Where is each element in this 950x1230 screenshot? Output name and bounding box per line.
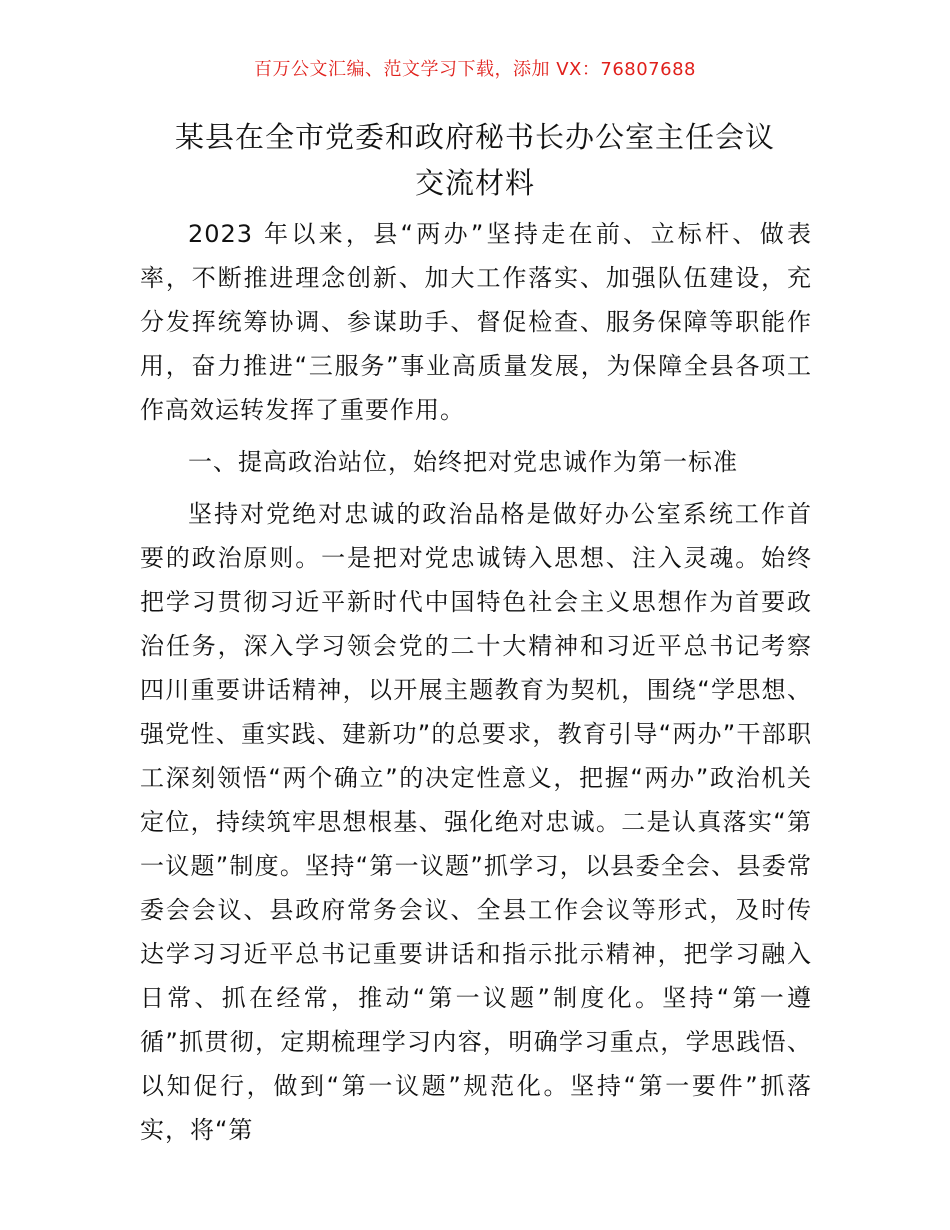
section-1-paragraph: 坚持对党绝对忠诚的政治品格是做好办公室系统工作首要的政治原则。一是把对党忠诚铸入思想、注入灵魂。始终把学习贯彻习近平新时代中国特色社会主义思想作为首要政治任务，深入学习领会党的二十大精神和习近平总书记考察四川重要讲话精神，以开展主题教育为契机，围绕“学思想、强党性、重实践、建新功”的总要求，教育引导“两办”干部职工深刻领悟“两个确立”的决定性意义，把握“两办”政治机关定位，持续筑牢思想根基、强化绝对忠诚。二是认真落实“第一议题”制度。坚持“第一议题”抓学习，以县委全会、县委常委会会议、县政府常务会议、全县工作会议等形式，及时传达学习习近平总书记重要讲话和指示批示精神，把学习融入日常、抓在经常，推动“第一议题”制度化。坚持“第一遵循”抓贯彻，定期梳理学习内容，明确学习重点，学思践悟、以知促行，做到“第一议题”规范化。坚持“第一要件”抓落实，将“第 bbox=[140, 500, 812, 1144]
document-body bbox=[140, 212, 812, 1160]
title-line-2: 交流材料 bbox=[414, 166, 535, 200]
intro-paragraph: 2023 年以来，县“两办”坚持走在前、立标杆、做表率，不断推进理念创新、加大工作落实、加强队伍建设，充分发挥统筹协调、参谋助手、督促检查、服务保障等职能作用，奋力推进“三服务”事业高质量发展，为保障全县各项工作高效运转发挥了重要作用。 bbox=[140, 220, 812, 424]
section-1-heading: 一、提高政治站位，始终把对党忠诚作为第一标准 bbox=[188, 448, 738, 476]
document-title bbox=[110, 114, 840, 206]
header-watermark-note: 百万公文汇编、范文学习下载，添加 VX：76807688 bbox=[254, 59, 696, 80]
title-line-1: 某县在全市党委和政府秘书长办公室主任会议 bbox=[174, 120, 775, 154]
